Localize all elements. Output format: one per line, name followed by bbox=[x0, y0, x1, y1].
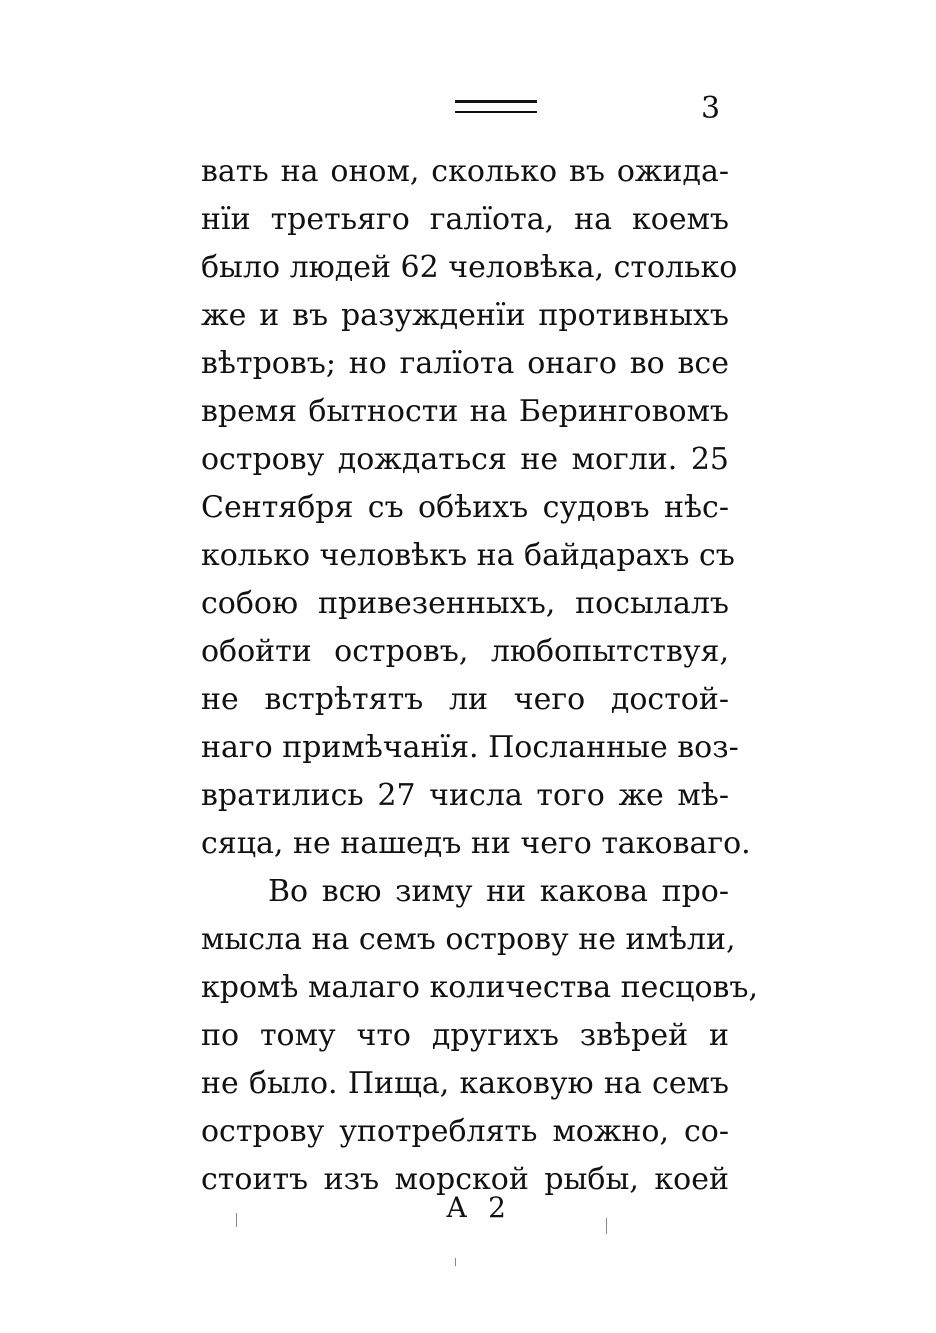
text-line: вать на оном, сколько въ ожида- bbox=[201, 154, 729, 189]
printer-signature: А 2 bbox=[446, 1191, 512, 1224]
text-line: сяца, не нашедъ ни чего таковаго. bbox=[201, 826, 751, 861]
text-line: острову употреблять можно, со- bbox=[201, 1114, 729, 1149]
scan-mark bbox=[455, 1258, 456, 1266]
text-line: не было. Пища, каковую на семъ bbox=[201, 1066, 729, 1101]
text-line: по тому что другихъ звѣрей и bbox=[201, 1018, 729, 1053]
text-line: Сентября съ обѣихъ судовъ нѣс- bbox=[201, 490, 729, 525]
text-line: было людей 62 человѣка, столько bbox=[201, 250, 738, 285]
scan-mark bbox=[606, 1218, 607, 1234]
paragraph-first-line: Во всю зиму ни какова про- bbox=[268, 874, 729, 909]
text-line: вратились 27 числа того же мѣ- bbox=[201, 778, 729, 813]
text-line: время бытности на Беринговомъ bbox=[201, 394, 729, 429]
text-line: колько человѣкъ на байдарахъ съ bbox=[201, 538, 735, 573]
text-line: вѣтровъ; но галїота онаго во все bbox=[201, 346, 729, 381]
text-line: стоитъ изъ морской рыбы, коей bbox=[201, 1162, 729, 1197]
text-line: не встрѣтятъ ли чего достой- bbox=[201, 682, 729, 717]
text-line: острову дождаться не могли. 25 bbox=[201, 442, 729, 477]
header-rule bbox=[455, 111, 537, 113]
header-rule bbox=[455, 100, 537, 103]
page-number: 3 bbox=[701, 91, 721, 126]
text-line: же и въ разужденїи противныхъ bbox=[201, 298, 729, 333]
text-line: нїи третьяго галїота, на коемъ bbox=[201, 202, 729, 237]
scan-mark bbox=[236, 1213, 237, 1227]
text-line: мысла на семъ острову не имѣли, bbox=[201, 922, 736, 957]
text-line: кромѣ малаго количества песцовъ, bbox=[201, 970, 759, 1005]
text-line: собою привезенныхъ, посылалъ bbox=[201, 586, 729, 621]
text-line: наго примѣчанїя. Посланные воз- bbox=[201, 730, 739, 765]
text-line: обойти островъ, любопытствуя, bbox=[201, 634, 729, 669]
